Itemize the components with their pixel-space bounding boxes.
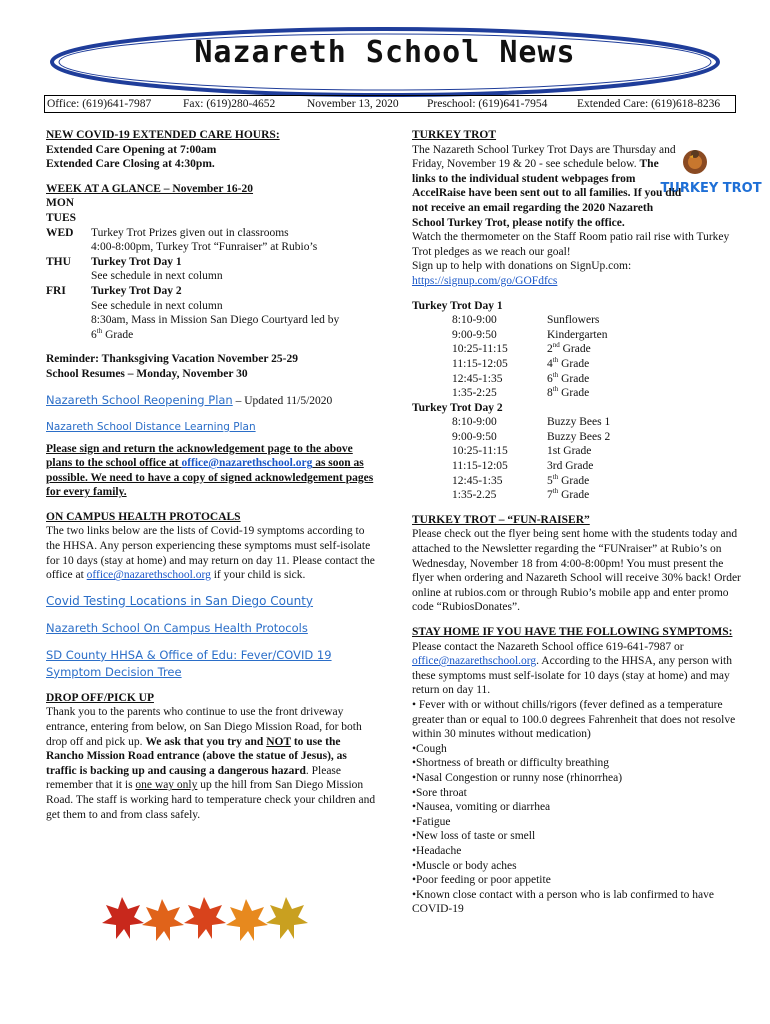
health-text: The two links below are the lists of Covid-19 symptoms according to the HHSA. Any person experiencing these symptoms must self-isolate for 10 days (stay at home) and may return on day 11. Please contact the office at bbox=[46, 525, 375, 582]
acknowledgement-notice bbox=[46, 442, 376, 500]
group-text: 3rd Grade bbox=[547, 460, 594, 473]
left-column bbox=[46, 128, 376, 822]
symptom-text: Sore throat bbox=[416, 786, 467, 799]
group-name bbox=[547, 372, 742, 387]
day-label: WED bbox=[46, 226, 74, 239]
covid-care-close: Extended Care Closing at 4:30pm. bbox=[46, 158, 215, 171]
week-heading: WEEK AT A GLANCE – November 16-20 bbox=[46, 182, 254, 195]
extended-care-phone: Extended Care: (619)618-8236 bbox=[577, 98, 721, 110]
group-text: Kindergarten bbox=[547, 328, 608, 341]
symptom-text: Fatigue bbox=[416, 815, 451, 828]
symptom-list bbox=[412, 698, 742, 917]
fax-number: Fax: (619)280-4652 bbox=[183, 98, 276, 110]
symptom-text: Nausea, vomiting or diarrhea bbox=[416, 801, 551, 814]
day1-schedule bbox=[412, 313, 742, 401]
schedule-row bbox=[412, 386, 742, 401]
dropoff-heading: DROP OFF/PICK UP bbox=[46, 691, 154, 704]
preschool-phone: Preschool: (619)641-7954 bbox=[427, 98, 548, 110]
event-line: See schedule in next column bbox=[91, 299, 223, 312]
symptom-item bbox=[412, 771, 742, 786]
thermometer-text: Watch the thermometer on the Staff Room patio rail rise with Turkey Trot pledges as we reach our goal! bbox=[412, 231, 730, 258]
group-text: 1st Grade bbox=[547, 445, 592, 458]
funraiser-heading: TURKEY TROT – “FUN-RAISER” bbox=[412, 513, 590, 526]
symptom-item bbox=[412, 698, 742, 742]
stay-home-text-2: . According to the HHSA, any person with these symptoms must self-isolate for 10 days (stay at home) and may return on day 11. bbox=[412, 655, 732, 697]
signup-link[interactable]: https://signup.com/go/GOFdfcs bbox=[412, 274, 558, 287]
office-email-link[interactable]: office@nazarethschool.org bbox=[181, 457, 313, 470]
health-paragraph bbox=[46, 524, 376, 582]
group-name bbox=[547, 415, 742, 430]
group-text: Buzzy Bees 1 bbox=[547, 416, 611, 429]
time-slot: 10:25-11:15 bbox=[452, 343, 508, 356]
symptom-text: Fever with or without chills/rigors (fever defined as a temperature greater than or equal to 100.0 degrees Fahrenheit that does not resolve within 30 minutes without medication) bbox=[412, 698, 736, 741]
group-text: Buzzy Bees 2 bbox=[547, 430, 611, 443]
turkey-trot-intro bbox=[412, 143, 742, 231]
schedule-row bbox=[412, 372, 742, 387]
grade-number: 6 bbox=[547, 372, 553, 385]
time-slot: 1:35-2.25 bbox=[452, 489, 497, 502]
grade-number: 8 bbox=[547, 387, 553, 400]
office-phone: Office: (619)641-7987 bbox=[47, 98, 152, 110]
trot-bold: The links to the individual student webpages from AccelRaise have been sent out to all families. If you did not receive an email regarding the 2020 Nazareth School Turkey Trot, please notify the office. bbox=[412, 158, 682, 229]
event-line: Turkey Trot Day 1 bbox=[91, 255, 182, 268]
day-label: FRI bbox=[46, 284, 66, 297]
day1-heading: Turkey Trot Day 1 bbox=[412, 299, 503, 312]
right-column bbox=[412, 128, 742, 917]
group-text: Sunflowers bbox=[547, 314, 600, 327]
dropoff-bold-2: to use the Rancho Mission Road entrance (above the statue of Jesus), as traffic is backing up and causing a dangerous hazard bbox=[46, 735, 347, 777]
newsletter-title: Nazareth School News bbox=[194, 35, 576, 70]
distance-learning-link[interactable]: Nazareth School Distance Learning Plan bbox=[46, 420, 256, 433]
grade-number: 6 bbox=[91, 328, 97, 341]
schedule-row bbox=[412, 488, 742, 503]
symptom-item bbox=[412, 756, 742, 771]
covid-care-open: Extended Care Opening at 7:00am bbox=[46, 143, 217, 156]
group-name bbox=[547, 386, 742, 401]
symptom-decision-tree-link[interactable]: SD County HHSA & Office of Edu: Fever/COVID 19 Symptom Decision Tree bbox=[46, 647, 332, 679]
time-slot: 9:00-9:50 bbox=[452, 328, 497, 341]
dropoff-text: Thank you to the parents who continue to use the front driveway entrance, entering from below, on San Diego Mission Road, for both drop off and pick up. bbox=[46, 706, 362, 748]
symptom-text: Cough bbox=[416, 742, 447, 755]
leaf-icon bbox=[226, 899, 268, 941]
group-name bbox=[547, 357, 742, 372]
schedule-row bbox=[412, 459, 742, 474]
leaf-icon bbox=[142, 899, 184, 941]
group-name bbox=[547, 444, 742, 459]
signup-text: Sign up to help with donations on SignUp.com: bbox=[412, 260, 632, 273]
autumn-leaves-image bbox=[100, 895, 330, 945]
symptom-text: Known close contact with a person who is lab confirmed to have COVID-19 bbox=[412, 888, 714, 916]
grade-suffix: th bbox=[552, 472, 559, 481]
reopening-updated: – Updated 11/5/2020 bbox=[232, 394, 333, 407]
group-name bbox=[547, 313, 742, 328]
symptom-item bbox=[412, 829, 742, 844]
schedule-row bbox=[412, 430, 742, 445]
funraiser-text: Please check out the flyer being sent home with the students today and attached to the Newsletter regarding the “FUNraiser” at Rubio’s on Wednesday, November 18 from 4:00-8:00pm! You must present the flyer when ordering and Nazareth School will receive 30% back! Order online at rubios.com or through Rubio’s mobile app and enter promo code “RubiosDonates”. bbox=[412, 528, 741, 614]
symptom-item bbox=[412, 742, 742, 757]
group-text: Grade bbox=[558, 387, 590, 400]
grade-suffix: th bbox=[552, 356, 559, 365]
week-schedule bbox=[46, 196, 376, 342]
grade-number: 5 bbox=[547, 474, 553, 487]
day-label: MON bbox=[46, 197, 75, 210]
symptom-text: Shortness of breath or difficulty breathing bbox=[416, 757, 610, 770]
ack-text: Please sign and return the acknowledgement page to the above plans to the school office at bbox=[46, 442, 353, 470]
symptom-item bbox=[412, 859, 742, 874]
stay-home-paragraph bbox=[412, 640, 742, 698]
stay-home-text: Please contact the Nazareth School office 619-641-7987 or bbox=[412, 640, 684, 653]
day2-heading: Turkey Trot Day 2 bbox=[412, 401, 503, 414]
group-text: Grade bbox=[558, 474, 590, 487]
time-slot: 10:25-11:15 bbox=[452, 445, 508, 458]
schedule-row bbox=[412, 357, 742, 372]
day-label: THU bbox=[46, 255, 71, 268]
group-name bbox=[547, 342, 742, 357]
symptom-item bbox=[412, 844, 742, 859]
event-line: Turkey Trot Prizes given out in classrooms bbox=[91, 226, 289, 239]
reopening-plan-link[interactable]: Nazareth School Reopening Plan bbox=[46, 392, 233, 407]
reminder-resume: School Resumes – Monday, November 30 bbox=[46, 367, 248, 380]
time-slot: 8:10-9:00 bbox=[452, 416, 497, 429]
group-text: Grade bbox=[558, 372, 590, 385]
schedule-row bbox=[412, 444, 742, 459]
covid-care-heading: NEW COVID-19 EXTENDED CARE HOURS: bbox=[46, 129, 280, 141]
dropoff-bold: We ask that you try and bbox=[145, 735, 267, 748]
group-text: Grade bbox=[558, 489, 590, 502]
symptom-item bbox=[412, 873, 742, 888]
group-name bbox=[547, 474, 742, 489]
symptom-text: New loss of taste or smell bbox=[416, 830, 536, 843]
grade-text: Grade bbox=[102, 328, 134, 341]
symptom-item bbox=[412, 815, 742, 830]
health-heading: ON CAMPUS HEALTH PROTOCALS bbox=[46, 510, 241, 523]
time-slot: 11:15-12:05 bbox=[452, 357, 508, 370]
schedule-row bbox=[412, 474, 742, 489]
dropoff-paragraph bbox=[46, 705, 376, 822]
dropoff-not: NOT bbox=[266, 735, 291, 748]
trot-text: The Nazareth School Turkey Trot Days are Thursday and Friday, November 19 & 20 - see schedule below. bbox=[412, 143, 676, 171]
symptom-text: Nasal Congestion or runny nose (rhinorrhea) bbox=[416, 771, 623, 784]
contact-bar bbox=[44, 95, 736, 113]
event-line: See schedule in next column bbox=[91, 270, 223, 283]
symptom-item bbox=[412, 786, 742, 801]
grade-suffix: nd bbox=[552, 341, 560, 350]
symptom-item bbox=[412, 800, 742, 815]
grade-suffix: th bbox=[552, 385, 559, 394]
grade-number: 2 bbox=[547, 343, 553, 356]
symptom-text: Muscle or body aches bbox=[416, 859, 517, 872]
schedule-row bbox=[412, 313, 742, 328]
ack-text-2: as soon as possible. We need to have a copy of signed acknowledgement pages for every family. bbox=[46, 457, 374, 499]
group-name bbox=[547, 430, 742, 445]
leaf-icon bbox=[266, 897, 308, 939]
health-text-2: if your child is sick. bbox=[210, 569, 306, 582]
turkey-trot-label: TURKEY TROT bbox=[660, 181, 762, 196]
symptom-text: Headache bbox=[416, 844, 462, 857]
turkey-trot-heading: TURKEY TROT bbox=[412, 129, 497, 141]
grade-number: 4 bbox=[547, 357, 553, 370]
time-slot: 8:10-9:00 bbox=[452, 314, 497, 327]
group-name bbox=[547, 459, 742, 474]
group-text: Grade bbox=[558, 357, 590, 370]
day-label: TUES bbox=[46, 211, 77, 224]
time-slot: 11:15-12:05 bbox=[452, 460, 508, 473]
day2-schedule bbox=[412, 415, 742, 503]
time-slot: 1:35-2:25 bbox=[452, 387, 497, 400]
leaf-icon bbox=[184, 897, 226, 939]
issue-date: November 13, 2020 bbox=[307, 98, 399, 110]
schedule-row bbox=[412, 342, 742, 357]
reminder-vacation: Reminder: Thanksgiving Vacation November 25-29 bbox=[46, 353, 298, 366]
masthead bbox=[40, 20, 730, 98]
leaf-icon bbox=[102, 897, 144, 939]
time-slot: 12:45-1:35 bbox=[452, 372, 503, 385]
office-email-link[interactable]: office@nazarethschool.org bbox=[86, 569, 211, 582]
symptom-item bbox=[412, 888, 742, 917]
stay-home-heading: STAY HOME IF YOU HAVE THE FOLLOWING SYMPTOMS: bbox=[412, 626, 733, 638]
grade-suffix: th bbox=[96, 326, 103, 335]
time-slot: 9:00-9:50 bbox=[452, 430, 497, 443]
grade-suffix: th bbox=[552, 370, 559, 379]
schedule-row bbox=[412, 415, 742, 430]
health-protocols-link[interactable]: Nazareth School On Campus Health Protocols bbox=[46, 620, 308, 635]
grade-number: 7 bbox=[547, 489, 553, 502]
dropoff-text-3: up the hill from San Diego Mission Road. The staff is working hard to temperature check your children and get them to and from class safely. bbox=[46, 779, 376, 821]
event-line: Turkey Trot Day 2 bbox=[91, 284, 182, 297]
group-text: Grade bbox=[559, 343, 591, 356]
event-line: 4:00-8:00pm, Turkey Trot “Funraiser” at Rubio’s bbox=[91, 241, 318, 254]
event-line: 8:30am, Mass in Mission San Diego Courtyard led by bbox=[91, 314, 340, 327]
group-name bbox=[547, 488, 742, 503]
grade-suffix: th bbox=[552, 487, 559, 496]
covid-testing-link[interactable]: Covid Testing Locations in San Diego County bbox=[46, 593, 314, 608]
symptom-text: Poor feeding or poor appetite bbox=[416, 874, 551, 887]
office-email-link[interactable]: office@nazarethschool.org bbox=[412, 655, 537, 668]
time-slot: 12:45-1:35 bbox=[452, 474, 503, 487]
schedule-row bbox=[412, 328, 742, 343]
group-name bbox=[547, 328, 742, 343]
dropoff-text-2: . Please remember that it is bbox=[46, 764, 342, 792]
dropoff-one-way: one way only bbox=[135, 779, 198, 792]
